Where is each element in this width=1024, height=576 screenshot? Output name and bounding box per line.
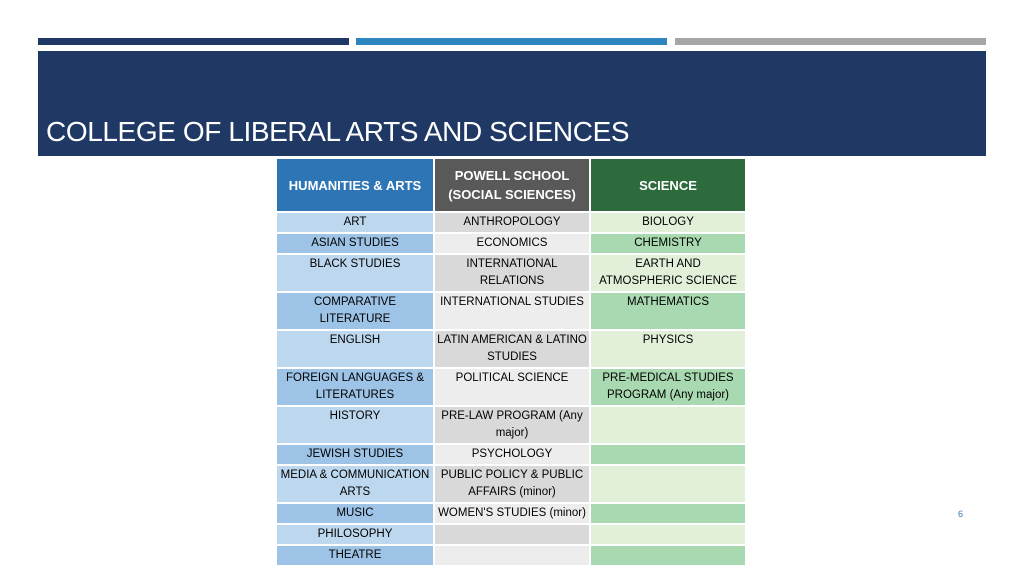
majors-table bbox=[275, 157, 747, 567]
table-row bbox=[276, 465, 746, 503]
table-row bbox=[276, 330, 746, 368]
table-cell bbox=[590, 444, 746, 465]
table-cell: LATIN AMERICAN & LATINO STUDIES bbox=[434, 330, 590, 368]
table-cell bbox=[590, 406, 746, 444]
table-cell: FOREIGN LANGUAGES & LITERATURES bbox=[276, 368, 434, 406]
table-cell: ART bbox=[276, 212, 434, 233]
table-cell: ANTHROPOLOGY bbox=[434, 212, 590, 233]
table-cell: PUBLIC POLICY & PUBLIC AFFAIRS (minor) bbox=[434, 465, 590, 503]
table-cell: THEATRE bbox=[276, 545, 434, 566]
table-cell: JEWISH STUDIES bbox=[276, 444, 434, 465]
table-cell bbox=[434, 524, 590, 545]
table-row bbox=[276, 212, 746, 233]
table-cell: WOMEN'S STUDIES (minor) bbox=[434, 503, 590, 524]
table-cell: COMPARATIVE LITERATURE bbox=[276, 292, 434, 330]
table-row bbox=[276, 292, 746, 330]
table-cell: EARTH AND ATMOSPHERIC SCIENCE bbox=[590, 254, 746, 292]
table-cell: MEDIA & COMMUNICATION ARTS bbox=[276, 465, 434, 503]
table-cell: BIOLOGY bbox=[590, 212, 746, 233]
table-cell bbox=[590, 524, 746, 545]
accent-bar-gray bbox=[675, 38, 986, 45]
page-number: 6 bbox=[958, 509, 964, 519]
header-science: SCIENCE bbox=[590, 158, 746, 212]
accent-bar-navy bbox=[38, 38, 349, 45]
table-cell: INTERNATIONAL RELATIONS bbox=[434, 254, 590, 292]
table-row bbox=[276, 444, 746, 465]
table-cell: HISTORY bbox=[276, 406, 434, 444]
table-cell bbox=[590, 465, 746, 503]
table-cell: POLITICAL SCIENCE bbox=[434, 368, 590, 406]
table-row bbox=[276, 254, 746, 292]
table-cell bbox=[590, 503, 746, 524]
table-cell bbox=[590, 545, 746, 566]
table-row bbox=[276, 545, 746, 566]
table-row bbox=[276, 406, 746, 444]
table-cell: ENGLISH bbox=[276, 330, 434, 368]
header-powell-school: POWELL SCHOOL (SOCIAL SCIENCES) bbox=[434, 158, 590, 212]
table-cell: PHILOSOPHY bbox=[276, 524, 434, 545]
table-cell: PRE-MEDICAL STUDIES PROGRAM (Any major) bbox=[590, 368, 746, 406]
slide-title: COLLEGE OF LIBERAL ARTS AND SCIENCES bbox=[46, 116, 630, 147]
table-cell: MATHEMATICS bbox=[590, 292, 746, 330]
table-row bbox=[276, 368, 746, 406]
table-header-row bbox=[276, 158, 746, 212]
table-cell: PSYCHOLOGY bbox=[434, 444, 590, 465]
table-row bbox=[276, 233, 746, 254]
table-row bbox=[276, 503, 746, 524]
table-cell: ECONOMICS bbox=[434, 233, 590, 254]
table-cell: INTERNATIONAL STUDIES bbox=[434, 292, 590, 330]
table-cell: PHYSICS bbox=[590, 330, 746, 368]
table-cell: ASIAN STUDIES bbox=[276, 233, 434, 254]
table-cell bbox=[434, 545, 590, 566]
table-cell: CHEMISTRY bbox=[590, 233, 746, 254]
table-cell: MUSIC bbox=[276, 503, 434, 524]
accent-bar-blue bbox=[356, 38, 667, 45]
table-cell: PRE-LAW PROGRAM (Any major) bbox=[434, 406, 590, 444]
header-humanities-arts: HUMANITIES & ARTS bbox=[276, 158, 434, 212]
table-row bbox=[276, 524, 746, 545]
table-cell: BLACK STUDIES bbox=[276, 254, 434, 292]
